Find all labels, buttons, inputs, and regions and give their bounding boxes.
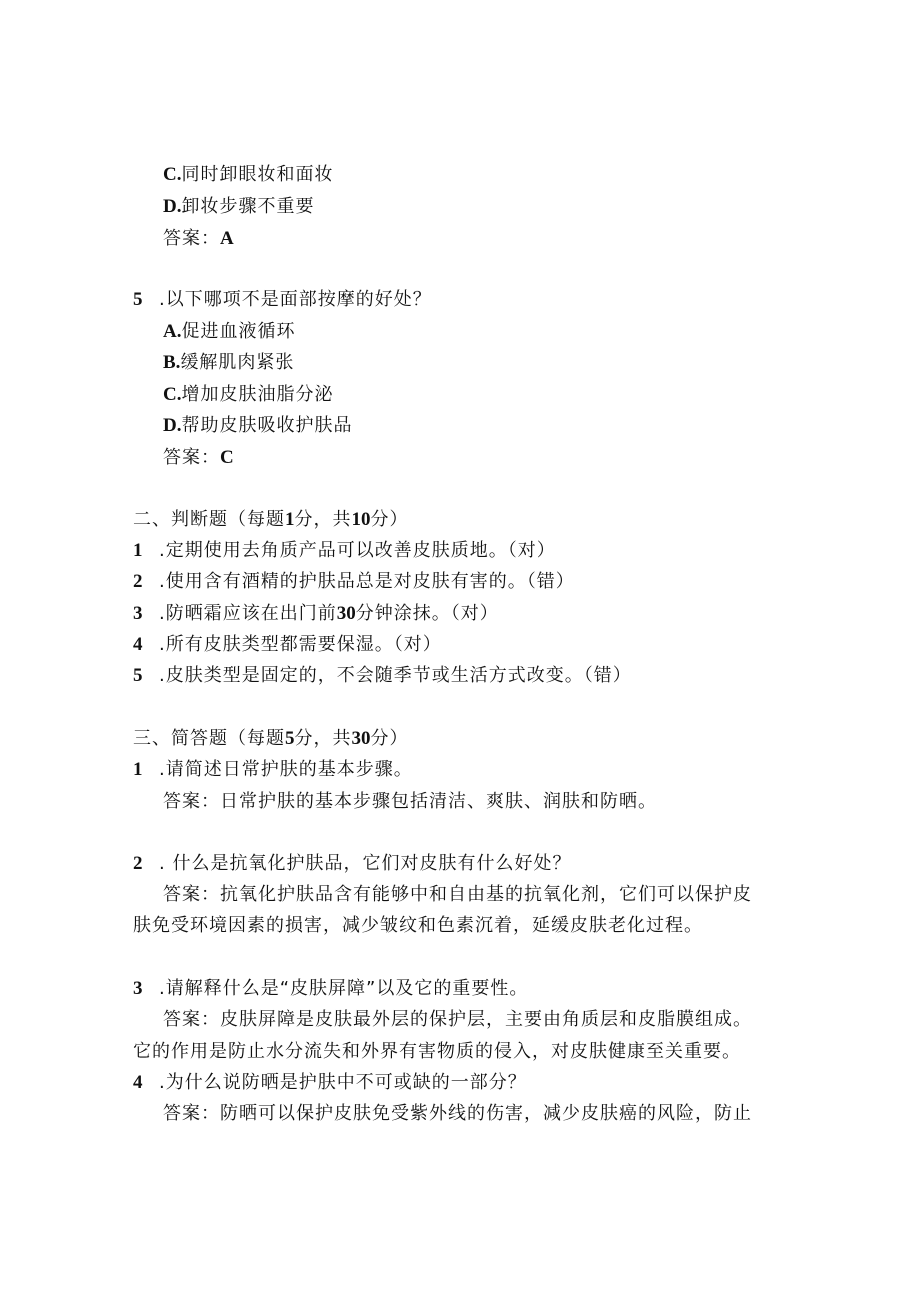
sa-q1: 1 .请简述日常护肤的基本步骤。 bbox=[133, 759, 413, 780]
sa-q2: 2 . 什么是抗氧化护肤品，它们对皮肤有什么好处？ bbox=[133, 853, 572, 874]
q5-option-b: B.缓解肌肉紧张 bbox=[163, 352, 295, 373]
tf-item-3: 3 .防晒霜应该在出门前30分钟涂抹。（对） bbox=[133, 603, 499, 624]
sa-q3-answer-line1: 答案：皮肤屏障是皮肤最外层的保护层，主要由角质层和皮脂膜组成。 bbox=[163, 1009, 752, 1030]
q5-option-c: C.增加皮肤油脂分泌 bbox=[163, 384, 334, 405]
q5-option-a: A.促进血液循环 bbox=[163, 321, 296, 342]
sa-q4: 4 .为什么说防晒是护肤中不可或缺的一部分？ bbox=[133, 1072, 527, 1093]
tf-item-5: 5 .皮肤类型是固定的，不会随季节或生活方式改变。（错） bbox=[133, 665, 632, 686]
q4-option-d: D.卸妆步骤不重要 bbox=[163, 196, 315, 217]
q4-option-c: C.同时卸眼妆和面妆 bbox=[163, 164, 334, 185]
q5-answer: 答案：C bbox=[163, 447, 234, 468]
tf-item-4: 4 .所有皮肤类型都需要保湿。（对） bbox=[133, 634, 442, 655]
tf-item-1: 1 .定期使用去角质产品可以改善皮肤质地。（对） bbox=[133, 540, 556, 561]
sa-q2-answer-line1: 答案：抗氧化护肤品含有能够中和自由基的抗氧化剂，它们可以保护皮 bbox=[163, 884, 752, 905]
sa-q3-answer-line2: 它的作用是防止水分流失和外界有害物质的侵入，对皮肤健康至关重要。 bbox=[133, 1041, 741, 1062]
section3-title: 三、简答题（每题5分，共30分） bbox=[133, 728, 409, 749]
sa-q4-answer-line1: 答案：防晒可以保护皮肤免受紫外线的伤害，减少皮肤癌的风险，防止 bbox=[163, 1103, 752, 1124]
sa-q1-answer: 答案：日常护肤的基本步骤包括清洁、爽肤、润肤和防晒。 bbox=[163, 791, 657, 812]
q5-option-d: D.帮助皮肤吸收护肤品 bbox=[163, 415, 353, 436]
tf-item-2: 2 .使用含有酒精的护肤品总是对皮肤有害的。（错） bbox=[133, 571, 575, 592]
sa-q2-answer-line2: 肤免受环境因素的损害，减少皱纹和色素沉着，延缓皮肤老化过程。 bbox=[133, 915, 703, 936]
section2-title: 二、判断题（每题1分，共10分） bbox=[133, 509, 409, 530]
q5-question: 5 .以下哪项不是面部按摩的好处？ bbox=[133, 289, 432, 310]
q4-answer: 答案：A bbox=[163, 228, 234, 249]
sa-q3: 3 .请解释什么是“皮肤屏障”以及它的重要性。 bbox=[133, 978, 529, 999]
